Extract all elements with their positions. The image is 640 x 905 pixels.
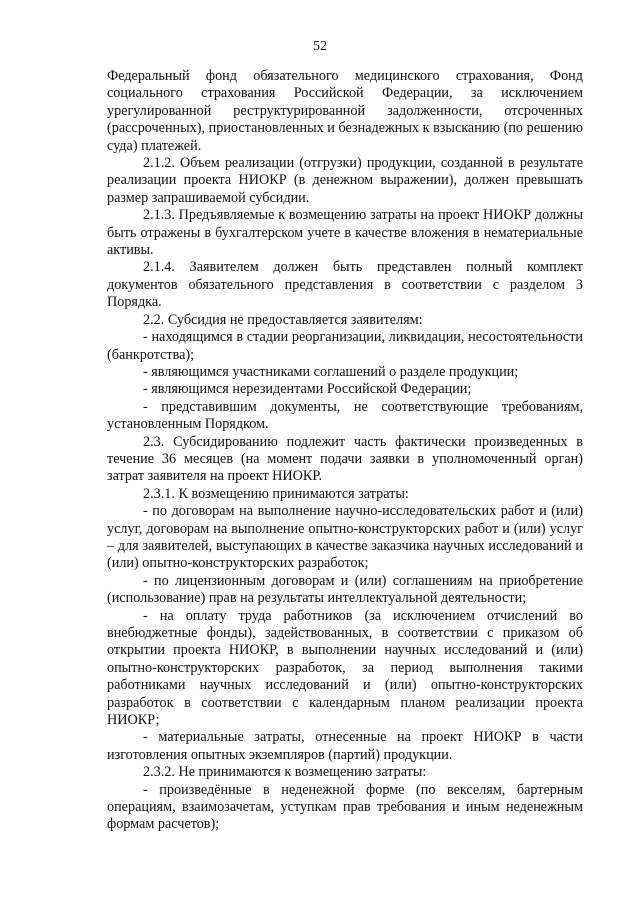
paragraph: 2.1.4. Заявителем должен быть представлен полный комплект документов обязательного представления в соответствии с разделом 3 Порядка. xyxy=(107,259,583,311)
paragraph: - являющимся нерезидентами Российской Федерации; xyxy=(143,381,472,398)
paragraph: 2.2. Субсидия не предоставляется заявителям: xyxy=(143,311,423,328)
page-number: 52 xyxy=(313,39,327,54)
paragraph: - являющимся участниками соглашений о разделе продукции; xyxy=(143,363,519,380)
paragraph: - материальные затраты, отнесенные на проект НИОКР в части изготовления опытных экземпляров (партий) продукции. xyxy=(107,729,583,763)
paragraph: - по лицензионным договорам и (или) соглашениям на приобретение (использование) прав на результаты интеллектуальной деятельности; xyxy=(107,572,583,607)
paragraph: - находящимся в стадии реорганизации, ликвидации, несостоятельности (банкротства); xyxy=(107,329,583,363)
paragraph: 2.3.2. Не принимаются к возмещению затраты: xyxy=(143,764,427,781)
paragraph: 2.1.3. Предъявляемые к возмещению затраты на проект НИОКР должны быть отражены в бухгалтерском учете в качестве вложения в нематериальные активы. xyxy=(107,207,583,259)
paragraph: - произведённые в неденежной форме (по векселям, бартерным операциям, взаимозачетам, уступкам прав требования и иным неденежным формам расчетов); xyxy=(107,781,583,833)
paragraph: - представившим документы, не соответствующие требованиям, установленным Порядком. xyxy=(107,398,583,433)
paragraph: - по договорам на выполнение научно-исследовательских работ и (или) услуг, договорам на выполнение опытно-конструкторских работ и (или) услуг – для заявителей, выступающих в качестве заказчика научных исследований и (или) опытно-конструкторских разработок; xyxy=(107,503,583,572)
paragraph: 2.3. Субсидированию подлежит часть фактически произведенных в течение 36 месяцев (на момент подачи заявки в уполномоченный орган) затрат заявителя на проект НИОКР. xyxy=(107,433,583,485)
paragraph: 2.1.2. Объем реализации (отгрузки) продукции, созданной в результате реализации проекта НИОКР (в денежном выражении), должен превышать размер запрашиваемой субсидии. xyxy=(107,155,583,206)
document-body xyxy=(107,68,583,834)
paragraph: 2.3.1. К возмещению принимаются затраты: xyxy=(143,485,409,502)
paragraph: Федеральный фонд обязательного медицинского страхования, Фонд социального страхования Российской Федерации, за исключением урегулированной реструктурированной задолженности, отсроченных (рассроченных), приостановленных и безнадежных к взысканию (по решению суда) платежей. xyxy=(107,68,583,154)
paragraph: - на оплату труда работников (за исключением отчислений во внебюджетные фонды), задействованных, в соответствии с приказом об открытии проекта НИОКР, в выполнении научных исследований и (или) опытно-конструкторских разработок, за период выполнения такими работниками научных исследований и (или) опытно-конструкторских разработок в соответствии с календарным планом реализации проекта НИОКР; xyxy=(107,607,583,729)
